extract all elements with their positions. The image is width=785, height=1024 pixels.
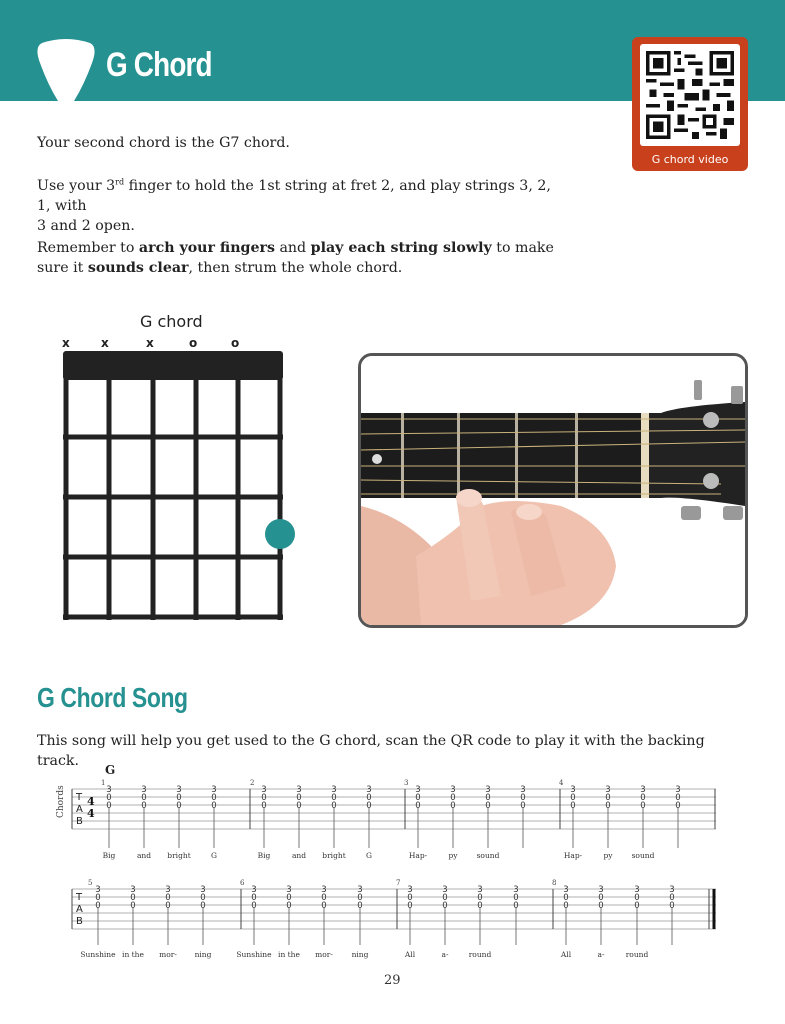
tab-note: 3 0 0 bbox=[675, 785, 681, 811]
tab-note: 3 0 0 bbox=[669, 885, 675, 911]
lyric: mor- bbox=[159, 950, 177, 959]
lyric: G bbox=[366, 851, 372, 860]
measure-number: 6 bbox=[240, 879, 245, 887]
chord-symbol: G bbox=[105, 763, 116, 777]
tab-note: 3 0 0 bbox=[261, 785, 267, 811]
svg-text:B: B bbox=[76, 816, 83, 827]
tab-note: 3 0 0 bbox=[200, 885, 206, 911]
text: , then strum the whole chord. bbox=[188, 260, 403, 276]
tab-note: 3 0 0 bbox=[357, 885, 363, 911]
tab-note: 3 0 0 bbox=[176, 785, 182, 811]
lyric: ning bbox=[194, 950, 212, 959]
tab-note: 3 0 0 bbox=[366, 785, 372, 811]
lyric: Hap- bbox=[408, 851, 428, 860]
lyric: mor- bbox=[315, 950, 333, 959]
lyric: in the bbox=[122, 950, 144, 959]
lyric: ning bbox=[351, 950, 369, 959]
bold-text: play each string slowly bbox=[310, 240, 492, 256]
tab-note: 3 0 0 bbox=[331, 785, 337, 811]
text: finger to hold the 1st string at fret 2, and play strings 3, 2, 1, with bbox=[37, 178, 551, 214]
text: and bbox=[274, 240, 311, 256]
tab-note: 3 0 0 bbox=[563, 885, 569, 911]
tab-note: 3 0 0 bbox=[211, 785, 217, 811]
lyric: in the bbox=[278, 950, 300, 959]
text: to make bbox=[491, 240, 554, 256]
page-number: 29 bbox=[384, 973, 401, 988]
tab-note: 3 0 0 bbox=[415, 785, 421, 811]
tab-note: 3 0 0 bbox=[106, 785, 112, 811]
tab-note: 3 0 0 bbox=[634, 885, 640, 911]
svg-text:B: B bbox=[76, 916, 83, 927]
lyric: sound bbox=[631, 851, 655, 860]
tab-note: 3 0 0 bbox=[407, 885, 413, 911]
tab-note: 3 0 0 bbox=[520, 785, 526, 811]
svg-text:A: A bbox=[76, 804, 83, 815]
tab-note: 3 0 0 bbox=[640, 785, 646, 811]
text: Use your 3 bbox=[37, 178, 116, 194]
measure-number: 3 bbox=[404, 779, 409, 787]
tab-note: 3 0 0 bbox=[251, 885, 257, 911]
svg-text:4: 4 bbox=[87, 807, 95, 820]
tab-note: 3 0 0 bbox=[296, 785, 302, 811]
lyric: Hap- bbox=[563, 851, 583, 860]
intro-paragraph-1: Your second chord is the G7 chord. bbox=[37, 135, 290, 151]
tab-note: 3 0 0 bbox=[477, 885, 483, 911]
lyric: round bbox=[468, 950, 492, 959]
tab-note: 3 0 0 bbox=[513, 885, 519, 911]
tab-note: 3 0 0 bbox=[570, 785, 576, 811]
lyric: All bbox=[560, 950, 572, 959]
tab-note: 3 0 0 bbox=[130, 885, 136, 911]
measure-number: 4 bbox=[559, 779, 564, 787]
measure-number: 7 bbox=[396, 879, 401, 887]
lyric: Big bbox=[257, 851, 271, 860]
qr-label: G chord video bbox=[651, 153, 729, 166]
string-mark-open: o bbox=[231, 336, 240, 350]
lyric: bright bbox=[322, 851, 346, 860]
string-mark-muted: x bbox=[146, 336, 154, 350]
bold-text: arch your fingers bbox=[138, 240, 275, 256]
lyric: a- bbox=[441, 950, 449, 959]
bold-text: sounds clear bbox=[87, 260, 189, 276]
string-mark-muted: x bbox=[62, 336, 70, 350]
lyric: and bbox=[291, 851, 307, 860]
lyric: py bbox=[448, 851, 458, 860]
song-description: This song will help you get used to the G chord, scan the QR code to play it with the backing track. bbox=[37, 733, 705, 769]
svg-text:T: T bbox=[76, 892, 83, 903]
measure-number: 8 bbox=[552, 879, 557, 887]
lyric: and bbox=[136, 851, 152, 860]
tab-note: 3 0 0 bbox=[165, 885, 171, 911]
svg-text:A: A bbox=[76, 904, 83, 915]
lyric: a- bbox=[597, 950, 605, 959]
lyric: Big bbox=[102, 851, 116, 860]
staff-label: Chords bbox=[56, 785, 66, 818]
text: 3 and 2 open. bbox=[37, 218, 135, 234]
string-mark-open: o bbox=[189, 336, 198, 350]
svg-text:T: T bbox=[76, 792, 83, 803]
superscript: rd bbox=[115, 177, 125, 187]
lyric: Sunshine bbox=[80, 950, 116, 959]
measure-number: 1 bbox=[101, 779, 106, 787]
tab-note: 3 0 0 bbox=[442, 885, 448, 911]
text: Remember to bbox=[37, 240, 139, 256]
tab-note: 3 0 0 bbox=[141, 785, 147, 811]
lyric: G bbox=[211, 851, 217, 860]
tab-note: 3 0 0 bbox=[286, 885, 292, 911]
measure-number: 2 bbox=[250, 779, 255, 787]
section-title: G Chord Song bbox=[37, 682, 188, 713]
measure-number: 5 bbox=[88, 879, 93, 887]
page-title: G Chord bbox=[106, 46, 212, 84]
lyric: All bbox=[404, 950, 416, 959]
tab-note: 3 0 0 bbox=[95, 885, 101, 911]
chord-diagram-title: G chord bbox=[140, 312, 203, 331]
lyric: py bbox=[603, 851, 613, 860]
tab-note: 3 0 0 bbox=[450, 785, 456, 811]
lyric: round bbox=[625, 950, 649, 959]
lyric: sound bbox=[476, 851, 500, 860]
tab-note: 3 0 0 bbox=[485, 785, 491, 811]
svg-text:4: 4 bbox=[87, 795, 95, 808]
tab-note: 3 0 0 bbox=[605, 785, 611, 811]
tab-note: 3 0 0 bbox=[598, 885, 604, 911]
lyric: bright bbox=[167, 851, 191, 860]
tab-note: 3 0 0 bbox=[321, 885, 327, 911]
lyric: Sunshine bbox=[236, 950, 272, 959]
text: sure it bbox=[37, 260, 88, 276]
string-mark-muted: x bbox=[101, 336, 109, 350]
